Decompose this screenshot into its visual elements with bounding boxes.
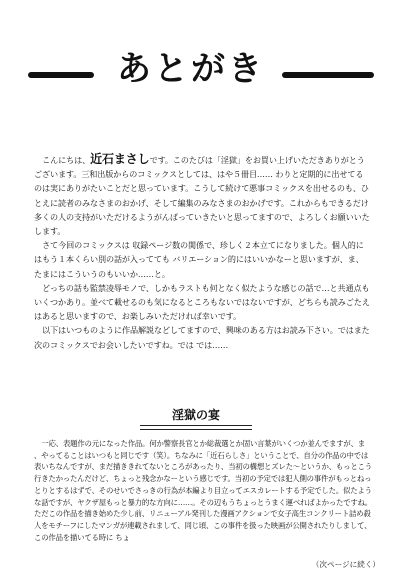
page-title: あとがき: [117, 49, 265, 89]
section-heading: 淫獄の宴: [171, 408, 220, 422]
author-name: 近石まさし: [90, 152, 150, 166]
title-row: [28, 44, 374, 94]
title-right-bar: [282, 72, 374, 78]
continued-note: （次ページに続く）: [311, 560, 380, 569]
afterword-body: [34, 152, 370, 352]
title-left-bar: [28, 72, 94, 78]
paragraph-volume-note: さて今回のコミックスは 収録ページ数の関係で、珍しく２本立てになりました。個人的にはもう１本くらい別の話が入ってても バリエーション的にはいいかなーと思いますが、ま、たまにはこういうのもいいか……と。: [34, 240, 364, 279]
section-heading-underline: [140, 425, 252, 430]
greeting-lead: こんにちは、: [42, 155, 91, 165]
paragraph-greeting: [34, 152, 370, 238]
greeting-text: です。このたびは「淫獄」をお買い上げいただきありがとうございます。三和出版からのコミックスとしては、はや５冊目…… わりと定期的に出せてるのは実にありがたいことだと思っています。こうして続けて悪事コミックスを出せるのも、ひとえに読者のみなさまのおかげ、そして編集のみなさまのおかげです。これからもできるだけ多くの人の支持がいただけるようがんばっていきたいと思ってますので、よろしくお願いいたします。: [34, 155, 370, 237]
paragraph-closing: 以下はいつものように作品解説などしてますので、興味のある方はお読み下さい。ではまた次のコミックスでお会いしたいですね。では では……: [34, 325, 370, 350]
section-commentary: [34, 438, 372, 543]
paragraph-stories-note: どっちの話も監禁凌辱モノで、しかもラストも何となく似たような感じの話で…と共通点もいくつかあり。並べて載せるのも気になるところもないではないですが、どちらも読みごたえはあると思いますので、お楽しみいただければ幸いです。: [34, 282, 370, 322]
section-commentary-text: 一応、表題作の元になった作品。何か警察長官とか総裁選とか固い言葉がいくつか並んでますが、ま、やってることはいつもと同じです（笑）。ちなみに「近石らしさ」ということで、自分の作品の中では表いちなんですが、まだ描ききれてないところがあったり、当初の構想とズレた～というか、もっとこう行きたかったんだけど、ちょっと残念かなーという感じです。当初の予定では犯人側の事件がもっとねっとりとするはずで、そのせいでさっきの行為が本編より目立ってエスカレートする予定でした。似たような話ですが、ヤクザ屋もっと暴力的な方向に……。その辺もうちょっとうまく運べればよかったですね。ただこの作品を描き始めた少し前、リニューアル発刊した漫画アクションで女子高生コンクリート詰め殺人をモチーフにしたマンガが連載されまして、同じ頃、この事件を扱った映画が公開されたりしまして、この作品を描いてる時に ちょ: [34, 439, 372, 542]
